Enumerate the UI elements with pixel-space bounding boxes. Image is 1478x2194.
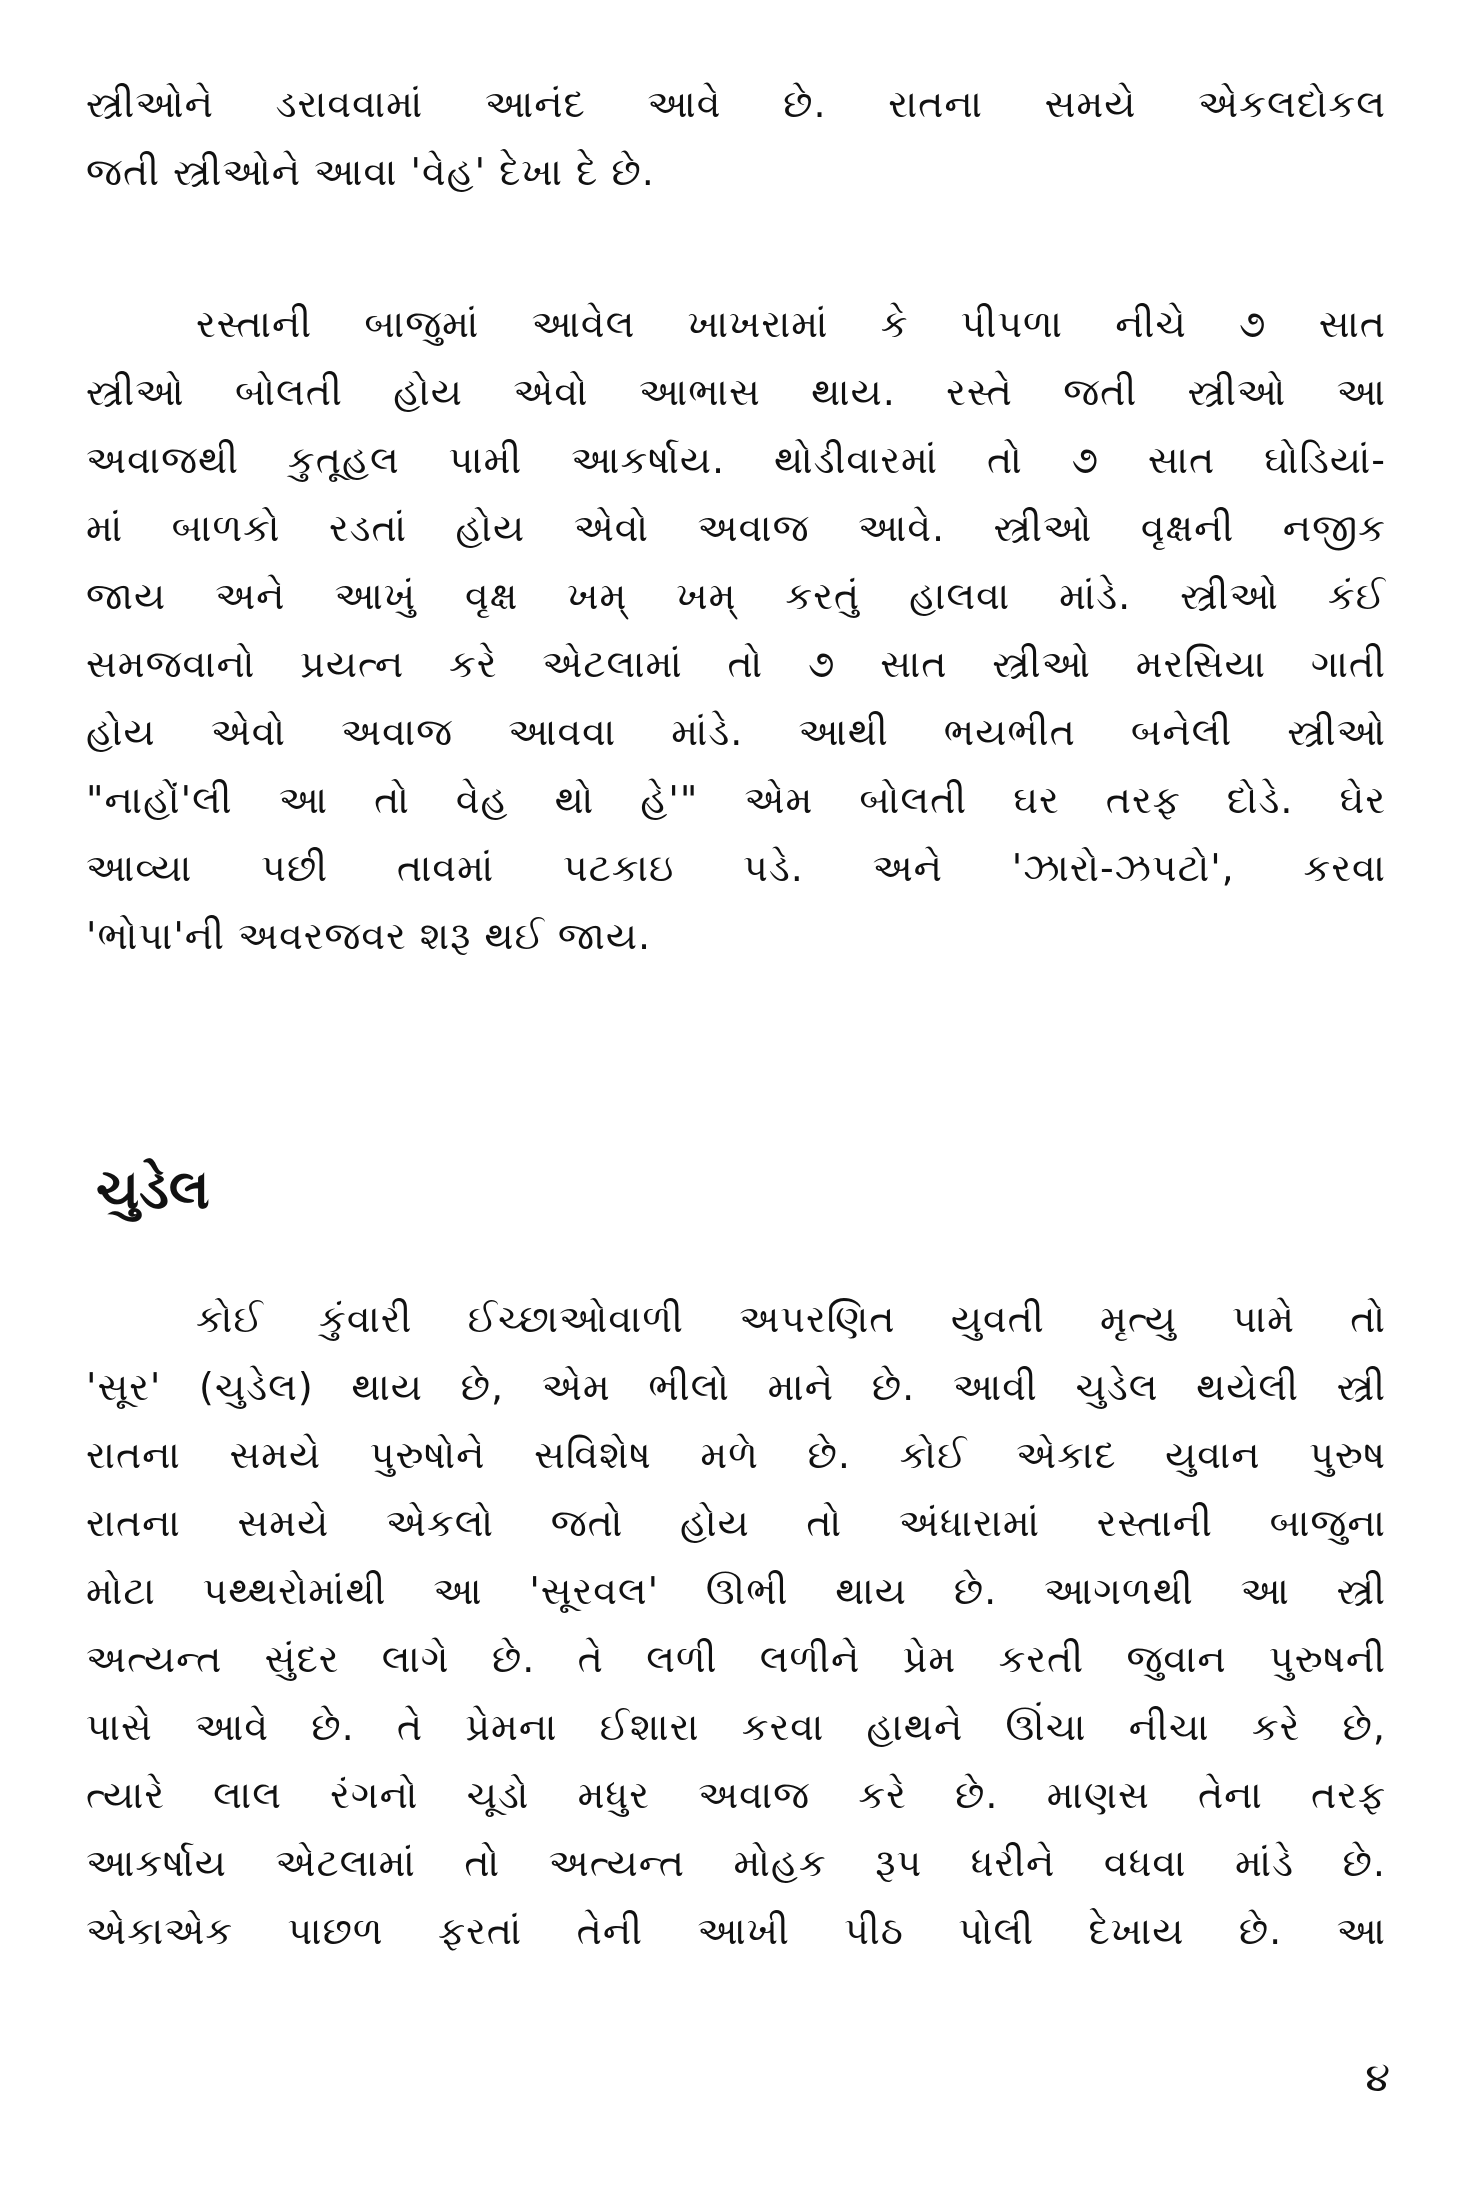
paragraph-line: એકાએક પાછળ ફરતાં તેની આખી પીઠ પોલી દેખાય છે. આ <box>86 1909 1386 1953</box>
paragraph-line: આવ્યા પછી તાવમાં પટકાઇ પડે. અને 'ઝારો-ઝપટો', કરવા <box>86 846 1386 890</box>
paragraph-line: આકર્ષાય એટલામાં તો અત્યન્ત મોહક રૂપ ધરીને વધવા માંડે છે. <box>86 1841 1386 1885</box>
paragraph-line: અત્યન્ત સુંદર લાગે છે. તે લળી લળીને પ્રેમ કરતી જુવાન પુરુષની <box>86 1637 1386 1681</box>
paragraph-line: હોય એવો અવાજ આવવા માંડે. આથી ભયભીત બનેલી સ્ત્રીઓ <box>86 710 1386 754</box>
paragraph-line: જતી સ્ત્રીઓને આવા 'વેહ' દેખા દે છે. <box>86 150 655 194</box>
paragraph-line: સ્ત્રીઓને ડરાવવામાં આનંદ આવે છે. રાતના સમયે એકલદોકલ <box>86 82 1386 126</box>
paragraph-line: માં બાળકો રડતાં હોય એવો અવાજ આવે. સ્ત્રીઓ વૃક્ષની નજીક <box>86 506 1386 550</box>
paragraph-line: રાતના સમયે પુરુષોને સવિશેષ મળે છે. કોઈ એકાદ યુવાન પુરુષ <box>86 1433 1386 1477</box>
paragraph-line: સમજવાનો પ્રયત્ન કરે એટલામાં તો ૭ સાત સ્ત્રીઓ મરસિયા ગાતી <box>86 642 1386 686</box>
paragraph-line: રાતના સમયે એકલો જતો હોય તો અંધારામાં રસ્તાની બાજુના <box>86 1501 1386 1545</box>
page-number: ૪ <box>1365 2055 1390 2101</box>
paragraph-line: ત્યારે લાલ રંગનો ચૂડો મધુર અવાજ કરે છે. માણસ તેના તરફ <box>86 1773 1386 1817</box>
paragraph-line: પાસે આવે છે. તે પ્રેમના ઈશારા કરવા હાથને ઊંચા નીચા કરે છે, <box>86 1705 1386 1749</box>
paragraph-line: અવાજથી કુતૂહલ પામી આકર્ષાય. થોડીવારમાં તો ૭ સાત ઘોડિયાં- <box>86 438 1386 482</box>
paragraph-line: કોઈ કુંવારી ઈચ્છાઓવાળી અપરણિત યુવતી મૃત્યુ પામે તો <box>196 1297 1386 1341</box>
paragraph-line: સ્ત્રીઓ બોલતી હોય એવો આભાસ થાય. રસ્તે જતી સ્ત્રીઓ આ <box>86 370 1386 414</box>
paragraph-line: જાય અને આખું વૃક્ષ ખમ્ ખમ્ કરતું હાલવા માંડે. સ્ત્રીઓ કંઈ <box>86 574 1386 618</box>
paragraph-line: "નાહોં'લી આ તો વેહ થો હે'" એમ બોલતી ઘર તરફ દોડે. ઘેર <box>86 778 1386 822</box>
paragraph-line: 'સૂર' (ચુડેલ) થાય છે, એમ ભીલો માને છે. આવી ચુડેલ થયેલી સ્ત્રી <box>86 1365 1386 1409</box>
paragraph-line: 'ભોપા'ની અવરજવર શરૂ થઈ જાય. <box>86 914 652 958</box>
paragraph-2 <box>86 290 1386 970</box>
paragraph-1 <box>86 70 1386 206</box>
paragraph-3 <box>86 1285 1386 1965</box>
section-heading: ચુડેલ <box>96 1158 210 1221</box>
paragraph-line: મોટા પથ્થરોમાંથી આ 'સૂરવલ' ઊભી થાય છે. આગળથી આ સ્ત્રી <box>86 1569 1386 1613</box>
paragraph-line: રસ્તાની બાજુમાં આવેલ ખાખરામાં કે પીપળા નીચે ૭ સાત <box>196 302 1386 346</box>
